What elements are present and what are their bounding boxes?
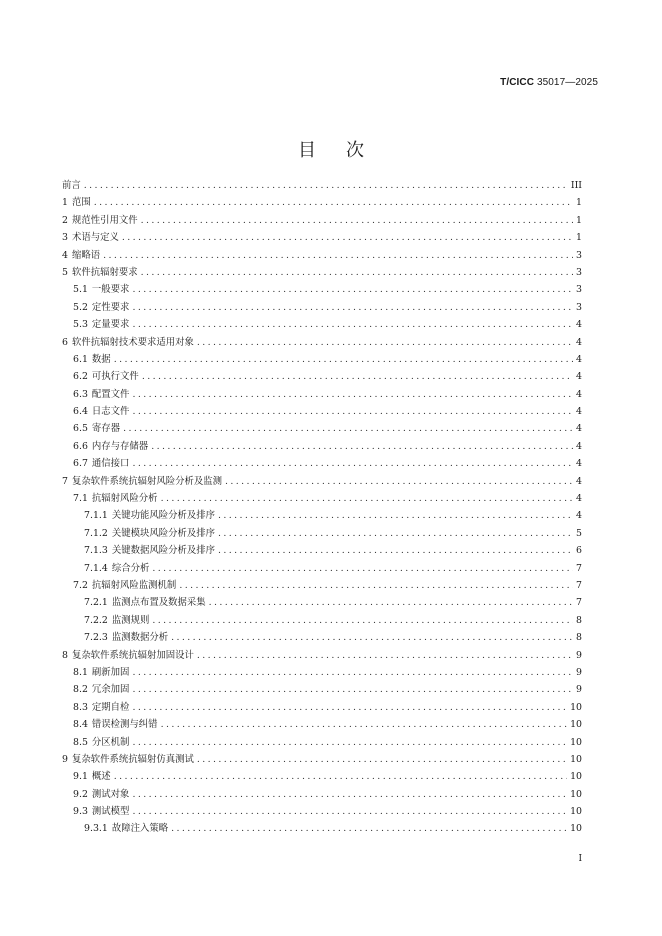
- toc-section-title: 测试对象: [91, 788, 130, 800]
- toc-section-title: 定量要求: [91, 319, 130, 331]
- toc-entry[interactable]: [62, 560, 582, 577]
- toc-entry-label: [73, 455, 129, 472]
- toc-page-number: 4: [576, 475, 582, 487]
- toc-entry[interactable]: [62, 420, 582, 437]
- toc-leader-dots: [122, 229, 573, 246]
- toc-section-number: 5.3: [73, 319, 88, 331]
- toc-section-title: 关键功能风险分析及排序: [111, 510, 215, 522]
- toc-leader-dots: [197, 751, 567, 768]
- toc-entry[interactable]: [62, 334, 582, 351]
- toc-page-number: 4: [576, 353, 582, 365]
- toc-entry[interactable]: [62, 351, 582, 368]
- toc-leader-dots: [132, 699, 567, 716]
- toc-leader-dots: [132, 299, 573, 316]
- toc-section-title: 概述: [91, 771, 111, 783]
- toc-section-title: 综合分析: [111, 562, 150, 574]
- toc-section-title: 复杂软件系统抗辐射加固设计: [71, 649, 194, 661]
- toc-section-number: 6.7: [73, 458, 88, 470]
- toc-entry-label: [84, 542, 215, 559]
- toc-leader-dots: [161, 716, 568, 733]
- toc-entry[interactable]: [62, 229, 582, 246]
- toc-section-title: 监测点布置及数据采集: [111, 597, 206, 609]
- toc-entry-label: [62, 334, 194, 351]
- toc-leader-dots: [171, 820, 567, 837]
- toc-page-number: 10: [570, 806, 582, 818]
- toc-section-number: 9.3: [73, 806, 88, 818]
- toc-page-number: 10: [570, 719, 582, 731]
- toc-leader-dots: [132, 664, 573, 681]
- toc-page-number: 10: [570, 701, 582, 713]
- toc-leader-dots: [161, 490, 573, 507]
- document-code: [500, 77, 598, 88]
- toc-page-number: 6: [576, 545, 582, 557]
- toc-entry-label: [62, 751, 194, 768]
- toc-entry[interactable]: [62, 264, 582, 281]
- toc-entry[interactable]: [62, 473, 582, 490]
- toc-section-title: 抗辐射风险分析: [91, 493, 158, 505]
- toc-page-number: III: [570, 180, 582, 191]
- toc-leader-dots: [152, 612, 573, 629]
- toc-page-number: 4: [576, 510, 582, 522]
- toc-entry-label: [84, 629, 168, 646]
- toc-page-number: 9: [576, 666, 582, 678]
- toc-leader-dots: [123, 420, 573, 437]
- toc-leader-dots: [132, 386, 573, 403]
- toc-leader-dots: [103, 247, 573, 264]
- toc-section-number: 6.4: [73, 406, 88, 418]
- toc-leader-dots: [132, 316, 573, 333]
- toc-page-number: 4: [576, 440, 582, 452]
- toc-section-number: 6.1: [73, 353, 88, 365]
- toc-page-number: 3: [576, 301, 582, 313]
- toc-section-title: 一般要求: [91, 284, 130, 296]
- toc-section-title: 冗余加固: [91, 684, 130, 696]
- toc-entry[interactable]: [62, 612, 582, 629]
- toc-leader-dots: [141, 212, 573, 229]
- toc-section-number: 7.1.1: [84, 510, 108, 522]
- toc-leader-dots: [152, 560, 573, 577]
- toc-section-title: 定期自检: [91, 701, 130, 713]
- toc-section-number: 9: [62, 753, 68, 765]
- toc-entry[interactable]: [62, 768, 582, 785]
- toc-entry[interactable]: [62, 194, 582, 211]
- toc-section-number: 8.2: [73, 684, 88, 696]
- toc-entry-label: [62, 647, 194, 664]
- toc-section-title: 前言: [62, 180, 81, 191]
- toc-page-number: 4: [576, 458, 582, 470]
- toc-entry[interactable]: [62, 386, 582, 403]
- toc-entry[interactable]: [62, 681, 582, 698]
- toc-page-number: 10: [570, 771, 582, 783]
- toc-section-title: 配置文件: [91, 388, 130, 400]
- toc-section-title: 寄存器: [91, 423, 121, 435]
- toc-entry-label: [62, 473, 222, 490]
- toc-entry[interactable]: [62, 177, 582, 194]
- toc-entry-label: [73, 803, 129, 820]
- toc-section-title: 关键模块风险分析及排序: [111, 527, 215, 539]
- toc-leader-dots: [151, 438, 573, 455]
- toc-section-title: 刷新加固: [91, 666, 130, 678]
- toc-entry-label: [84, 560, 149, 577]
- toc-section-number: 8.3: [73, 701, 88, 713]
- toc-entry[interactable]: [62, 629, 582, 646]
- toc-section-title: 范围: [71, 197, 91, 209]
- toc-page-number: 3: [576, 266, 582, 278]
- toc-entry-label: [84, 820, 168, 837]
- toc-page-number: 10: [570, 736, 582, 748]
- toc-leader-dots: [171, 629, 573, 646]
- toc-page-number: 9: [576, 684, 582, 696]
- page-number: I: [578, 854, 582, 864]
- toc-section-number: 9.3.1: [84, 823, 108, 835]
- toc-entry-label: [73, 490, 158, 507]
- toc-entry-label: [73, 351, 111, 368]
- toc-entry-label: [73, 386, 129, 403]
- toc-section-title: 通信接口: [91, 458, 130, 470]
- toc-page-number: 1: [576, 214, 582, 226]
- toc-entry[interactable]: [62, 455, 582, 472]
- toc-page-number: 9: [576, 649, 582, 661]
- toc-entry-label: [62, 264, 138, 281]
- toc-section-title: 数据: [91, 353, 111, 365]
- toc-page-number: 4: [576, 336, 582, 348]
- toc-section-number: 6.5: [73, 423, 88, 435]
- toc-section-title: 规范性引用文件: [71, 214, 138, 226]
- toc-section-number: 7.2.1: [84, 597, 108, 609]
- toc-page-number: 1: [576, 197, 582, 209]
- toc-section-number: 7.1: [73, 493, 88, 505]
- toc-section-number: 8.5: [73, 736, 88, 748]
- toc-page-number: 3: [576, 249, 582, 261]
- toc-leader-dots: [114, 768, 567, 785]
- toc-section-number: 7.2.2: [84, 614, 108, 626]
- toc-section-number: 7.2: [73, 579, 88, 591]
- toc-entry[interactable]: [62, 820, 582, 837]
- toc-entry[interactable]: [62, 699, 582, 716]
- toc-section-title: 关键数据风险分析及排序: [111, 545, 215, 557]
- toc-entry-label: [73, 716, 158, 733]
- toc-section-number: 6.2: [73, 371, 88, 383]
- toc-entry-label: [62, 177, 81, 194]
- toc-page-number: 10: [570, 788, 582, 800]
- document-code-prefix: T/CICC: [500, 77, 535, 88]
- toc-section-title: 复杂软件系统抗辐射风险分析及监测: [71, 475, 222, 487]
- toc-entry-label: [73, 281, 129, 298]
- toc-leader-dots: [84, 177, 568, 194]
- toc-section-title: 可执行文件: [91, 371, 139, 383]
- toc-section-number: 9.1: [73, 771, 88, 783]
- toc-entry-label: [84, 612, 149, 629]
- toc-section-number: 9.2: [73, 788, 88, 800]
- toc-page-number: 1: [576, 232, 582, 244]
- toc-entry[interactable]: [62, 525, 582, 542]
- toc-page-number: 10: [570, 753, 582, 765]
- toc-entry-label: [73, 734, 129, 751]
- toc-entry[interactable]: [62, 594, 582, 611]
- toc-entry-label: [84, 507, 215, 524]
- toc-entry[interactable]: [62, 786, 582, 803]
- toc-leader-dots: [114, 351, 573, 368]
- toc-section-title: 分区机制: [91, 736, 130, 748]
- toc-section-title: 抗辐射风险监测机制: [91, 579, 177, 591]
- toc-entry[interactable]: [62, 734, 582, 751]
- toc-page-number: 7: [576, 562, 582, 574]
- toc-page-number: 4: [576, 371, 582, 383]
- toc-page-number: 8: [576, 614, 582, 626]
- toc-entry[interactable]: [62, 577, 582, 594]
- toc-section-title: 复杂软件系统抗辐射仿真测试: [71, 753, 194, 765]
- toc-page-number: 4: [576, 319, 582, 331]
- toc-page-number: 3: [576, 284, 582, 296]
- document-code-number: 35017—2025: [536, 77, 598, 88]
- toc-section-number: 6.6: [73, 440, 88, 452]
- toc-entry[interactable]: [62, 438, 582, 455]
- toc-leader-dots: [179, 577, 573, 594]
- toc-leader-dots: [218, 507, 573, 524]
- toc-page-number: 10: [570, 823, 582, 835]
- toc-section-number: 7.2.3: [84, 632, 108, 644]
- toc-entry[interactable]: [62, 647, 582, 664]
- toc-section-number: 1: [62, 197, 68, 209]
- toc-leader-dots: [132, 455, 573, 472]
- toc-entry-label: [84, 594, 206, 611]
- toc-section-title: 软件抗辐射要求: [71, 266, 138, 278]
- toc-entry-label: [62, 212, 138, 229]
- toc-entry[interactable]: [62, 247, 582, 264]
- toc-leader-dots: [132, 403, 573, 420]
- toc-leader-dots: [141, 264, 573, 281]
- toc-leader-dots: [94, 194, 573, 211]
- toc-section-number: 2: [62, 214, 68, 226]
- toc-page-number: 4: [576, 388, 582, 400]
- toc-entry-label: [73, 420, 120, 437]
- toc-leader-dots: [209, 594, 573, 611]
- toc-leader-dots: [197, 334, 573, 351]
- toc-section-title: 术语与定义: [71, 232, 119, 244]
- toc-entry-label: [62, 247, 100, 264]
- toc-entry[interactable]: [62, 751, 582, 768]
- toc-entry[interactable]: [62, 212, 582, 229]
- toc-entry[interactable]: [62, 803, 582, 820]
- toc-section-number: 5.1: [73, 284, 88, 296]
- toc-section-number: 8.4: [73, 719, 88, 731]
- toc-section-title: 测试模型: [91, 806, 130, 818]
- toc-section-number: 7.1.3: [84, 545, 108, 557]
- toc-section-number: 7.1.4: [84, 562, 108, 574]
- toc-entry-label: [73, 577, 176, 594]
- toc-entry[interactable]: [62, 716, 582, 733]
- toc-section-number: 4: [62, 249, 68, 261]
- toc-entry-label: [73, 299, 129, 316]
- toc-entry-label: [73, 699, 129, 716]
- toc-section-title: 故障注入策略: [111, 823, 169, 835]
- toc-section-title: 监测数据分析: [111, 632, 169, 644]
- toc-entry-label: [73, 681, 129, 698]
- toc-entry[interactable]: [62, 542, 582, 559]
- toc-section-number: 3: [62, 232, 68, 244]
- toc-page-number: 4: [576, 493, 582, 505]
- toc-section-number: 8: [62, 649, 68, 661]
- toc-entry-label: [62, 194, 91, 211]
- toc-entry[interactable]: [62, 507, 582, 524]
- toc-section-number: 7.1.2: [84, 527, 108, 539]
- toc-section-title: 监测规则: [111, 614, 150, 626]
- toc-title: 目次: [298, 140, 394, 161]
- toc-entry-label: [62, 229, 119, 246]
- toc-entry[interactable]: [62, 490, 582, 507]
- toc-page-number: 5: [576, 527, 582, 539]
- toc-leader-dots: [132, 786, 567, 803]
- toc-leader-dots: [225, 473, 573, 490]
- toc-entry-label: [73, 768, 111, 785]
- toc-section-title: 软件抗辐射技术要求适用对象: [71, 336, 194, 348]
- toc-section-title: 错误检测与纠错: [91, 719, 158, 731]
- toc-entry-label: [73, 664, 129, 681]
- toc-entry[interactable]: [62, 316, 582, 333]
- toc-entry-label: [73, 316, 129, 333]
- toc-section-number: 7: [62, 475, 68, 487]
- toc-leader-dots: [142, 368, 573, 385]
- toc-section-number: 5.2: [73, 301, 88, 313]
- toc-section-number: 5: [62, 266, 68, 278]
- toc-entry[interactable]: [62, 368, 582, 385]
- toc-entry-label: [73, 368, 139, 385]
- toc-leader-dots: [132, 803, 567, 820]
- toc-leader-dots: [197, 647, 573, 664]
- toc-entry[interactable]: [62, 281, 582, 298]
- toc-entry[interactable]: [62, 664, 582, 681]
- toc-leader-dots: [218, 542, 573, 559]
- toc-section-number: 6.3: [73, 388, 88, 400]
- toc-leader-dots: [132, 281, 573, 298]
- toc-page-number: 7: [576, 597, 582, 609]
- toc-leader-dots: [218, 525, 573, 542]
- toc-page-number: 8: [576, 632, 582, 644]
- toc-section-number: 6: [62, 336, 68, 348]
- toc-page-number: 4: [576, 406, 582, 418]
- toc-section-title: 日志文件: [91, 406, 130, 418]
- toc-entry-label: [73, 438, 148, 455]
- toc-entry[interactable]: [62, 299, 582, 316]
- toc-section-title: 内存与存储器: [91, 440, 149, 452]
- toc-entry[interactable]: [62, 403, 582, 420]
- toc-page-number: 4: [576, 423, 582, 435]
- toc-page-number: 7: [576, 579, 582, 591]
- toc-section-number: 8.1: [73, 666, 88, 678]
- toc-entry-label: [73, 403, 129, 420]
- toc-section-title: 缩略语: [71, 249, 101, 261]
- toc-entry-label: [73, 786, 129, 803]
- toc-entry-label: [84, 525, 215, 542]
- toc-section-title: 定性要求: [91, 301, 130, 313]
- toc-leader-dots: [132, 681, 573, 698]
- toc-leader-dots: [132, 734, 567, 751]
- table-of-contents: [62, 177, 582, 838]
